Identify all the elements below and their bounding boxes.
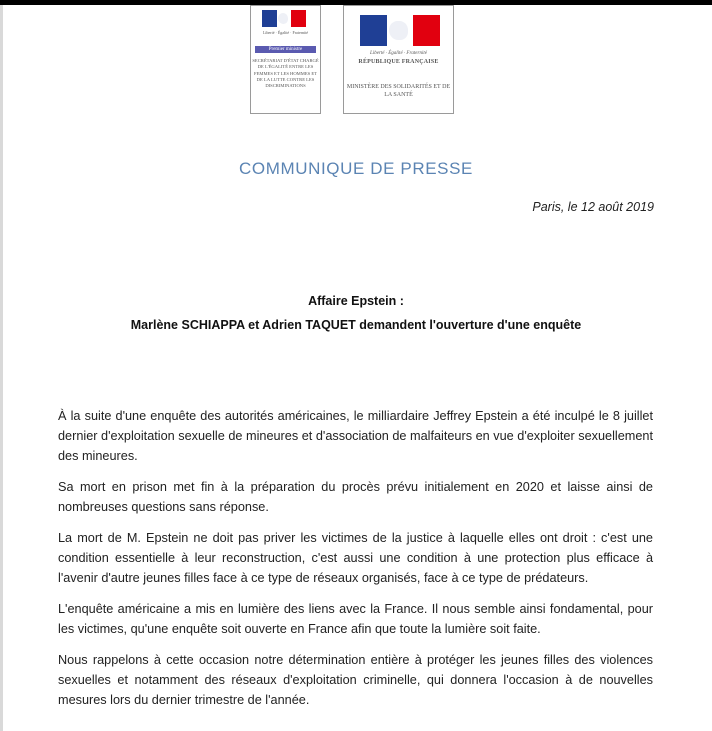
logo-motto: Liberté · Égalité · Fraternité	[262, 30, 309, 35]
logo-republic: RÉPUBLIQUE FRANÇAISE	[358, 59, 439, 65]
marianne-flag-icon	[360, 15, 440, 46]
date-line: Paris, le 12 août 2019	[532, 200, 654, 214]
paragraph: Nous rappelons à cette occasion notre détermination entière à protéger les jeunes filles des violences sexuelles et notamment des réseaux d'exploitation criminelle, qui donnera l'occasion à de nouvelles mesures lors du dernier trimestre de l'année.	[58, 653, 653, 707]
page-title: COMMUNIQUE DE PRESSE	[239, 159, 473, 178]
paragraph: Sa mort en prison met fin à la préparation du procès prévu initialement en 2020 et laisse ainsi de nombreuses questions sans réponse.	[58, 480, 653, 514]
heading-line-2: Marlène SCHIAPPA et Adrien TAQUET demandent l'ouverture d'une enquête	[130, 318, 582, 332]
paragraph: À la suite d'une enquête des autorités américaines, le milliardaire Jeffrey Epstein a été inculpé le 8 juillet dernier d'exploitation sexuelle de mineures et d'association de malfaiteurs en vue d'exploiter sexuellement des mineures.	[58, 409, 653, 463]
logo-org-text: SECRÉTARIAT D'ÉTAT CHARGÉ DE L'ÉGALITÉ ENTRE LES FEMMES ET LES HOMMES ET DE LA LUTTE CONTRE LES DISCRIMINATIONS	[252, 58, 319, 89]
logo-org-text: MINISTÈRE DES SOLIDARITÉS ET DE LA SANTÉ	[346, 84, 451, 98]
page-edge	[0, 5, 3, 731]
marianne-flag-icon	[262, 10, 306, 27]
heading-line-1: Affaire Epstein :	[308, 294, 404, 308]
logo-band: Premier ministre	[255, 46, 316, 53]
paragraph: La mort de M. Epstein ne doit pas priver les victimes de la justice à laquelle elles ont droit : c'est une condition essentielle à leur reconstruction, c'est aussi une condition à une protection plus efficace à l'avenir d'autre jeunes filles face à ce type de réseaux organisés, face à ce type de prédateurs.	[58, 531, 653, 585]
logo-motto: Liberté · Égalité · Fraternité	[370, 51, 427, 56]
logo-secretariat-egalite	[250, 5, 321, 114]
logo-ministere-solidarites	[343, 5, 454, 114]
paragraph: L'enquête américaine a mis en lumière des liens avec la France. Il nous semble ainsi fondamental, pour les victimes, qu'une enquête soit ouverte en France afin que toute la lumière soit faite.	[58, 602, 653, 636]
body-text	[58, 406, 653, 721]
